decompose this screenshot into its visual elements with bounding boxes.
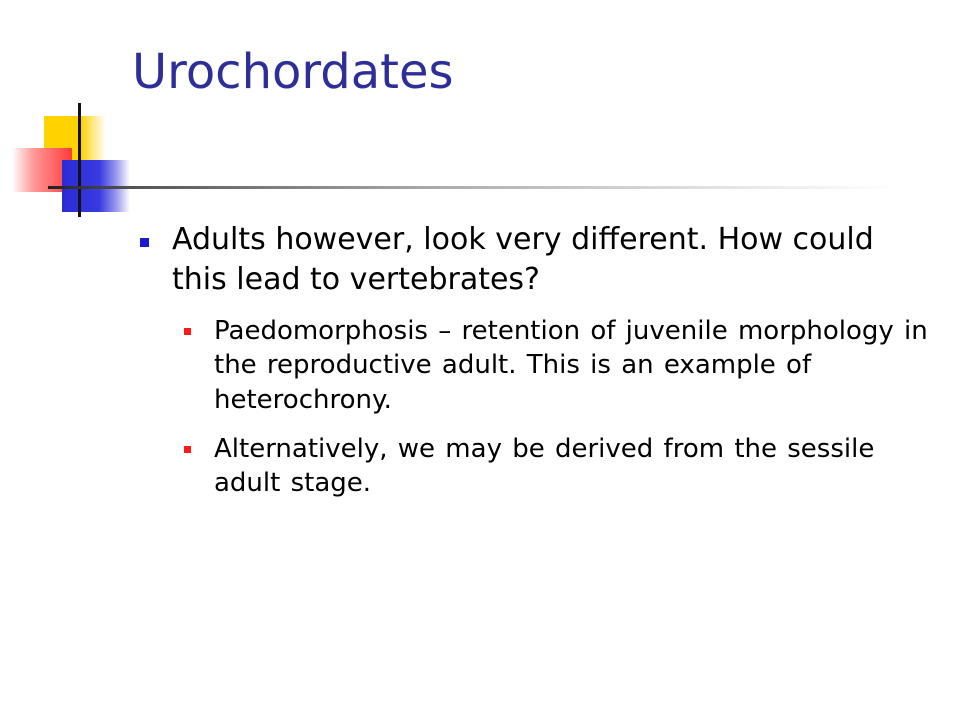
vertical-rule bbox=[78, 103, 81, 217]
bullet-item bbox=[138, 220, 938, 300]
sub-bullet-list bbox=[138, 314, 938, 501]
sub-bullet-item bbox=[184, 432, 938, 501]
corner-decoration bbox=[0, 0, 140, 230]
slide-content bbox=[138, 220, 938, 515]
slide-title: Urochordates bbox=[132, 44, 454, 100]
sub-bullet-item bbox=[184, 314, 938, 418]
bullet-text: Adults however, look very different. How could this lead to vertebrates? bbox=[172, 222, 874, 297]
sub-bullet-text: Paedomorphosis – retention of juvenile morphology in the reproductive adult. This is an example of heterochrony. bbox=[214, 315, 928, 415]
square-bullet-icon bbox=[184, 328, 191, 335]
square-bullet-icon bbox=[140, 238, 149, 247]
sub-bullet-text: Alternatively, we may be derived from the sessile adult stage. bbox=[214, 433, 875, 499]
square-bullet-icon bbox=[184, 446, 191, 453]
title-underline bbox=[48, 186, 900, 189]
